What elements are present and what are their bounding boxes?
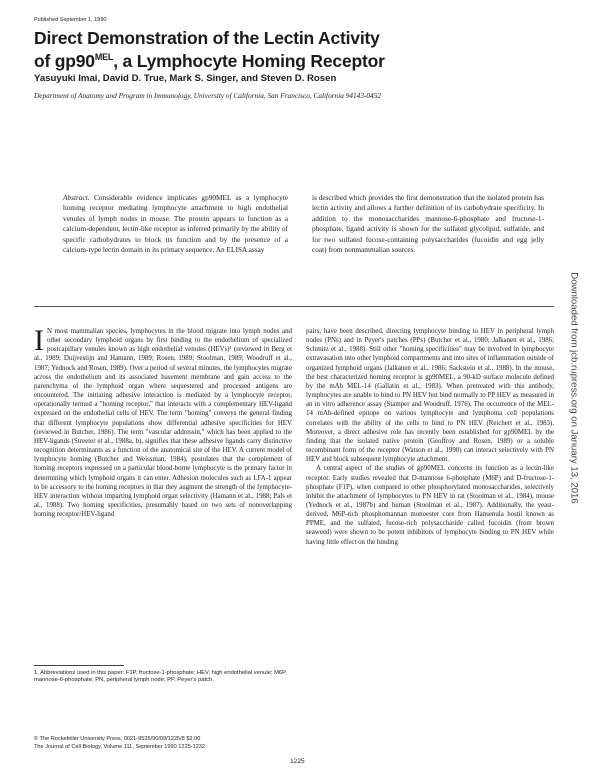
title-line-2: [34, 48, 534, 71]
title-line-2-suffix: , a Lymphocyte Homing Receptor: [113, 50, 385, 71]
drop-cap: I: [34, 324, 44, 357]
published-date: Published September 1, 1990: [34, 17, 107, 23]
body-paragraph-2: pairs, have been described, directing lymphocyte binding to HEV in peripheral lymph nodes (PNs) and in Peyer's patches (PPs) (Butcher et al., 1980; Jalkanen et al., 1986; Schmitz et al., 1988). Still other "homing specificities" may be involved in lymphocyte extravasation into other lymphoid compartments and into sites of inflammation outside of organized lymphoid organs (Jalkanen et al., 1986; Sackstein et al., 1988). In the mouse, the best characterized homing receptor is gp90MEL, a 90-kD surface molecule defined by the mAb MEL-14 (Gallatin et al., 1983). When pretreated with this antibody, lymphocytes are unable to bind to PN HEV but bind normally to PP HEV as measured in an in vitro adherence assay (Stamper and Woodruff, 1976). The occurrence of the MEL-14 mAb-defined epitope on various lymphocyte and lymphoma cell populations correlates with the ability of the cells to bind to PN HEV (Reichert et al., 1983). Moreover, a direct adhesive role has recently been established for gp90MEL by the finding that the isolated native protein (Geoffroy and Rosen, 1989) or a soluble recombinant form of the receptor (Watson et al., 1990) can interact selectively with PN HEV and block subsequent lymphocyte attachment.: [306, 328, 554, 464]
footnote: 1. Abbreviations used in this paper: F1P, fructose-1-phosphate; HEV, high endothelial venule; M6P, mannose-6-phosphate; PN, peripheral lymph node; PP, Peyer's patch.: [34, 670, 287, 684]
journal-citation: The Journal of Cell Biology, Volume 111, September 1990 1225-1232: [34, 743, 206, 750]
page-number: 1225: [290, 758, 305, 765]
author-affiliation: Department of Anatomy and Program in Immunology, University of California, San Francisco, California 94143-0452: [34, 91, 381, 100]
abstract-left-text: Considerable evidence implicates gp90MEL as a lymphocyte homing receptor mediating lymphocyte attachment to high endothelial venules of lymph nodes in mouse. The protein appears to function as a calcium-dependent, lectin-like receptor as inferred primarily by the ability of specific carbohydrates to block its function and by the presence of a calcium-type lectin domain in its primary sequence. An ELISA assay: [63, 193, 289, 255]
watermark-text: Downloaded from jcb.rupress.org on January 13, 2016: [568, 272, 580, 504]
footnote-divider: [34, 665, 124, 666]
title-superscript: MEL: [94, 52, 114, 62]
copyright-line-1: © The Rockefeller University Press, 0021-9525/90/09/1225/8 $2.00: [34, 736, 201, 742]
abstract-right-column: [312, 193, 544, 255]
abstract-heading: Abstract.: [63, 193, 90, 202]
section-divider: [34, 306, 554, 307]
author-list: Yasuyuki Imai, David D. True, Mark S. Singer, and Steven D. Rosen: [34, 73, 337, 84]
download-watermark: [567, 208, 581, 568]
copyright-notice: [34, 736, 205, 751]
body-paragraph-3: A central aspect of the studies of gp90MEL concerns its function as a lectin-like receptor. Early studies revealed that D-mannose 6-phosphate (M6P) and D-fructose-1-phosphate (F1P), when compared to other phosphorylated monosaccharides, selectively inhibit the attachment of lymphocytes to PN HEV in rat (Stoolman et al., 1984), mouse (Yednock et al., 1987b) and human (Stoolman et al., 1987). Additionally, the yeast-derived, M6P-rich phosphomannan monoester core from Hansenula hostii known as PPME, and the sulfated, fucose-rich polysaccharide called fucoidin (from brown seaweed) were shown to be potent inhibitors of lymphocyte binding to PN HEV while having little effect on the binding: [306, 465, 554, 546]
body-column-2: [306, 327, 554, 547]
body-paragraph-1: N most mammalian species, lymphocytes in the blood migrate into lymph nodes and other secondary lymphoid organs by first binding to the endothelium of specialized postcapillary venules known as high endothelial venules (HEVs)¹ (reviewed in Berg et al., 1989; Duijvestijn and Hamann, 1989; Rosen, 1989; Stoolman, 1989; Woodruff et al., 1987; Yednock and Rosen, 1989). Over a period of several minutes, the lymphocytes migrate across the endothelium and its associated basement membrane and gain access to the parenchyma of the lymphoid organ where sequestered and processed antigens are encountered. The initiating adhesive interaction is mediated by a lymphocyte receptor, operationally termed a "homing receptor," that interacts with a complementary HEV-ligand expressed on the endothelial cells of HEV. The term "homing" conveys the general finding that different lymphocyte populations show differential adhesive specificities for HEV (reviewed in Butcher, 1986). The term "vascular addressin," which has been applied to the HEV-ligands (Streeter et al., 1988a, b), signifies that these adhesive ligands carry distinctive recognition determinants as a function of the anatomical site of the HEV. A current model of lymphocyte homing (Butcher and Weissman, 1984), postulates that the complement of homing receptors expressed on a particular blood-borne lymphocyte is the primary factor in determining which lymphoid organs it can enter. Adhesion molecules such as LFA-1 appear to be accessory to the homing receptors in that they augment the strength of the lymphocyte-HEV interaction without imparting lymphoid organ selectivity (Hamann et al., 1988; Pals et al., 1988). Two homing specificities, presumably based on two sets of nonoverlapping homing receptor/HEV-ligand: [34, 328, 292, 519]
title-line-1: Direct Demonstration of the Lectin Activity: [34, 28, 380, 48]
body-column-1: [34, 324, 292, 519]
abstract-left-column: [63, 193, 288, 255]
title-line-2-prefix: of gp90: [34, 50, 95, 71]
abstract-right-text: is described which provides the first demonstration that the isolated protein has lectin activity and allows a further definition of its carbohydrate specificity. In addition to the monosaccharides mannose-6-phosphate and fructose-1-phosphate, ligand activity is shown for the sulfated glycolipid, sulfatide, and for two sulfated fucose-containing polysaccharides (fucoidin and egg jelly coat) from nonmammalian sources.: [312, 193, 544, 255]
article-title: [34, 29, 534, 71]
